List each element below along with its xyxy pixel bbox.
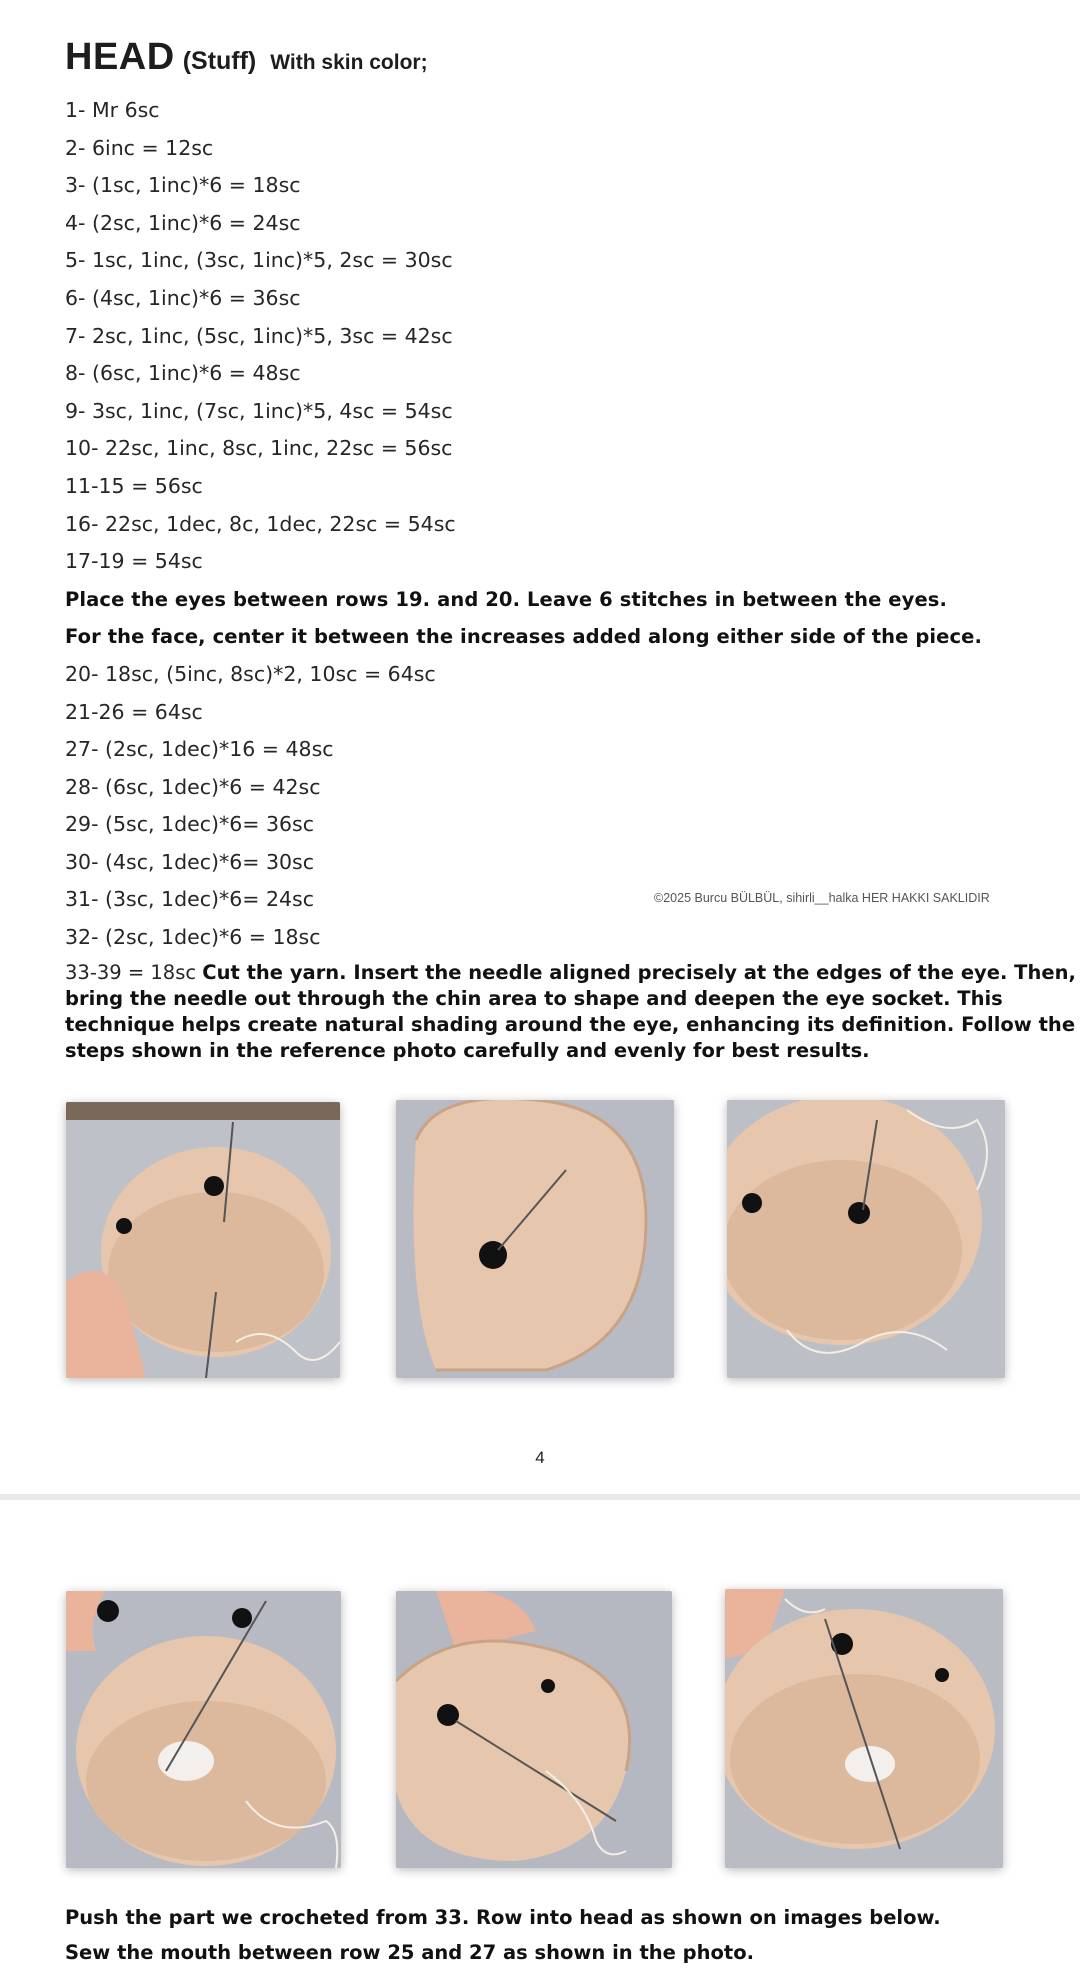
pattern-row: 21-26 = 64sc — [65, 699, 203, 724]
section-heading — [65, 36, 428, 79]
pattern-row: 11-15 = 56sc — [65, 473, 203, 498]
push-instruction: Push the part we crocheted from 33. Row into head as shown on images below. — [65, 1906, 941, 1929]
photo-step-1 — [66, 1102, 340, 1378]
pattern-row: 28- (6sc, 1dec)*6 = 42sc — [65, 774, 321, 799]
pattern-row: 8- (6sc, 1inc)*6 = 48sc — [65, 361, 301, 386]
pattern-row: 10- 22sc, 1inc, 8sc, 1inc, 22sc = 56sc — [65, 436, 453, 461]
pattern-note: For the face, center it between the increases added along either side of the piece. — [65, 625, 982, 649]
photo-step-5 — [396, 1591, 672, 1868]
pattern-row: 5- 1sc, 1inc, (3sc, 1inc)*5, 2sc = 30sc — [65, 248, 453, 273]
heading-stuff-note: (Stuff) — [182, 47, 257, 75]
pattern-row: 20- 18sc, (5inc, 8sc)*2, 10sc = 64sc — [65, 661, 436, 686]
pattern-row: 1- Mr 6sc — [65, 98, 160, 122]
page-divider — [0, 1494, 1080, 1500]
row-label: 33-39 = 18sc — [65, 961, 197, 984]
instruction-text: Cut the yarn. Insert the needle aligned precisely at the edges of the eye. Then, bring the needle out through the chin area to shape and deepen the eye socket. This technique helps create natural shading around the eye, enhancing its definition. Follow the steps shown in the reference photo carefully and evenly for best results. — [65, 961, 1076, 1062]
heading-color-note: With skin color; — [270, 51, 428, 74]
pattern-row: 17-19 = 54sc — [65, 549, 203, 574]
pattern-rows — [65, 92, 1075, 957]
pattern-row: 4- (2sc, 1inc)*6 = 24sc — [65, 210, 301, 235]
pattern-row: 31- (3sc, 1dec)*6= 24sc — [65, 887, 314, 912]
pattern-row: 7- 2sc, 1inc, (5sc, 1inc)*5, 3sc = 42sc — [65, 323, 453, 348]
pattern-note: Place the eyes between rows 19. and 20. Leave 6 stitches in between the eyes. — [65, 587, 947, 611]
pattern-row: 9- 3sc, 1inc, (7sc, 1inc)*5, 4sc = 54sc — [65, 398, 453, 423]
pattern-row: 29- (5sc, 1dec)*6= 36sc — [65, 812, 314, 837]
pattern-row: 2- 6inc = 12sc — [65, 135, 214, 160]
photo-step-4 — [66, 1591, 341, 1868]
pattern-row: 3- (1sc, 1inc)*6 = 18sc — [65, 173, 301, 198]
page-number: 4 — [535, 1448, 545, 1467]
instruction-paragraph — [65, 960, 1077, 1064]
heading-title: HEAD — [65, 36, 175, 78]
pattern-row: 32- (2sc, 1dec)*6 = 18sc — [65, 925, 321, 950]
pattern-row: 27- (2sc, 1dec)*16 = 48sc — [65, 737, 334, 762]
mouth-instruction: Sew the mouth between row 25 and 27 as shown in the photo. — [65, 1941, 755, 1964]
pattern-row: 6- (4sc, 1inc)*6 = 36sc — [65, 285, 301, 310]
photo-step-6 — [725, 1589, 1003, 1868]
copyright-notice: ©2025 Burcu BÜLBÜL, sihirli__halka HER HAKKI SAKLIDIR — [654, 891, 990, 905]
pattern-row: 30- (4sc, 1dec)*6= 30sc — [65, 849, 314, 874]
photo-step-2 — [396, 1100, 674, 1378]
photo-step-3 — [727, 1100, 1005, 1378]
pattern-row: 16- 22sc, 1dec, 8c, 1dec, 22sc = 54sc — [65, 511, 456, 536]
